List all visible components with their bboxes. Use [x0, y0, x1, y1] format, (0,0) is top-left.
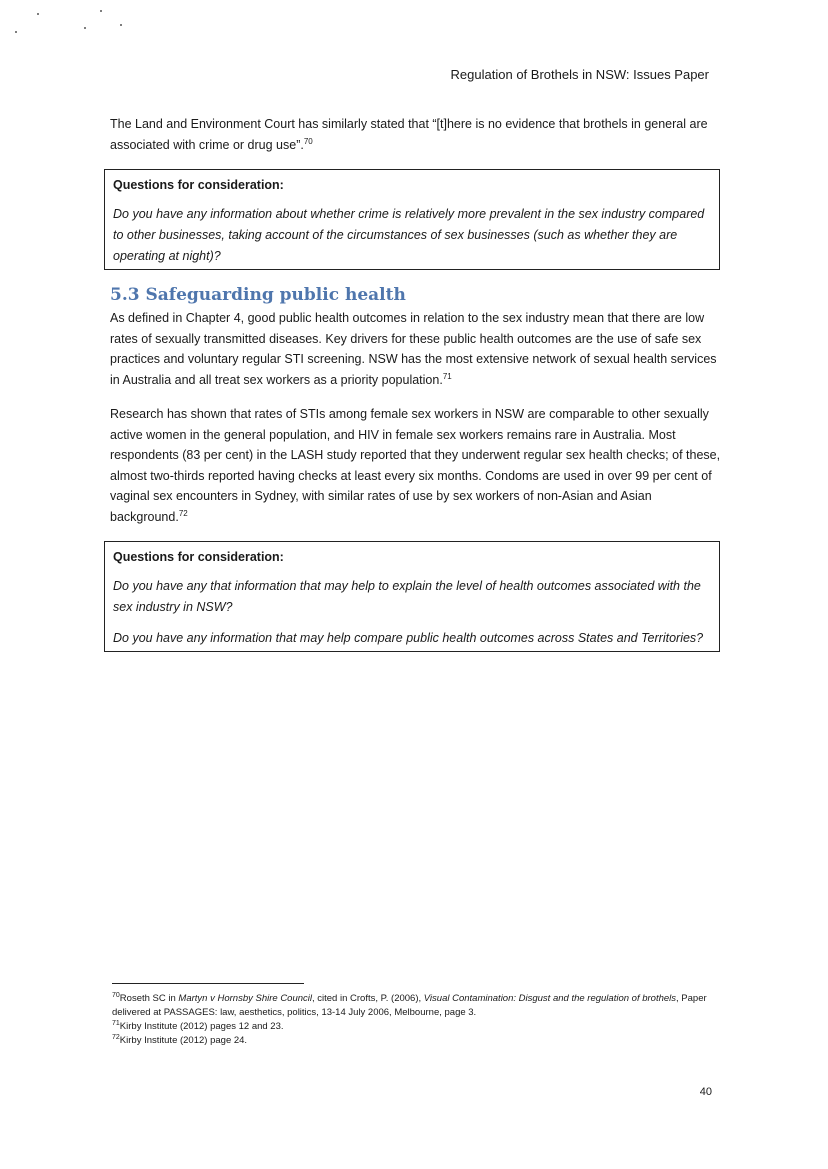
section-heading: 5.3 Safeguarding public health: [110, 285, 406, 305]
footnote-text: Kirby Institute (2012) pages 12 and 23.: [119, 1021, 284, 1032]
question-text: Do you have any information about whether crime is relatively more prevalent in the sex industry compared to other businesses, taking account of the circumstances of sex businesses (such as whether they are operating at night)?: [113, 207, 705, 263]
section-paragraph: [110, 404, 722, 527]
footnote-text: , cited in Crofts, P. (2006),: [312, 993, 424, 1004]
footnote-text: Roseth SC in: [119, 993, 179, 1004]
page-number: 40: [699, 1086, 712, 1098]
question-text: Do you have any information that may help compare public health outcomes across States and Territories?: [113, 631, 704, 645]
footnote-divider: [112, 983, 304, 984]
footnote-72: [112, 1034, 712, 1048]
footnote-70: [112, 992, 712, 1020]
scan-speck: [37, 13, 39, 15]
questions-box: [104, 169, 720, 270]
page-body: [110, 114, 722, 664]
section-paragraph: [110, 308, 722, 390]
footnote-ref[interactable]: 70: [303, 136, 313, 146]
questions-box-title: Questions for consideration:: [113, 550, 284, 564]
scan-speck: [84, 27, 86, 29]
scan-speck: [15, 31, 17, 33]
footnote-71: [112, 1020, 712, 1034]
questions-box: [104, 541, 720, 652]
paragraph-text: Research has shown that rates of STIs among female sex workers in NSW are comparable to other sexually active women in the general population, and HIV in female sex workers remains rare in Australia. Most respondents (83 per cent) in the LASH study reported that they underwent regular sex health checks; of these, almost two-thirds reported having checks at least every six months. Condoms are used in over 99 per cent of vaginal sex encounters in Sydney, with similar rates of use by sex workers of non-Asian and Asian background.: [110, 407, 721, 524]
intro-text: The Land and Environment Court has similarly stated that “[t]here is no evidence that brothels in general are associated with crime or drug use”.: [110, 117, 708, 152]
scan-speck: [100, 10, 102, 12]
footnote-ref[interactable]: 71: [442, 371, 452, 381]
footnote-text: Kirby Institute (2012) page 24.: [119, 1035, 248, 1046]
intro-paragraph: [110, 114, 722, 155]
footnote-text: , Paper delivered at PASSAGES: law, aesthetics, politics, 13-14 July 2006, Melbourne, page 3.: [112, 993, 707, 1018]
running-header: Regulation of Brothels in NSW: Issues Paper: [450, 67, 709, 82]
footnote-work-title: Visual Contamination: Disgust and the regulation of brothels: [423, 993, 677, 1004]
footnotes: [112, 983, 712, 1048]
scan-speck: [120, 24, 122, 26]
footnote-case-title: Martyn v Hornsby Shire Council: [178, 993, 312, 1004]
footnote-number: 70: [112, 991, 120, 999]
questions-box-title: Questions for consideration:: [113, 178, 284, 192]
paragraph-text: As defined in Chapter 4, good public health outcomes in relation to the sex industry mean that there are low rates of sexually transmitted diseases. Key drivers for these public health outcomes are the use of safe sex practices and voluntary regular STI screening. NSW has the most extensive network of sexual health services in Australia and all treat sex workers as a priority population.: [110, 311, 717, 387]
footnote-ref[interactable]: 72: [178, 508, 188, 518]
footnote-number: 72: [112, 1033, 120, 1041]
footnote-number: 71: [112, 1019, 120, 1027]
question-text: Do you have any that information that may help to explain the level of health outcomes associated with the sex industry in NSW?: [113, 579, 701, 614]
